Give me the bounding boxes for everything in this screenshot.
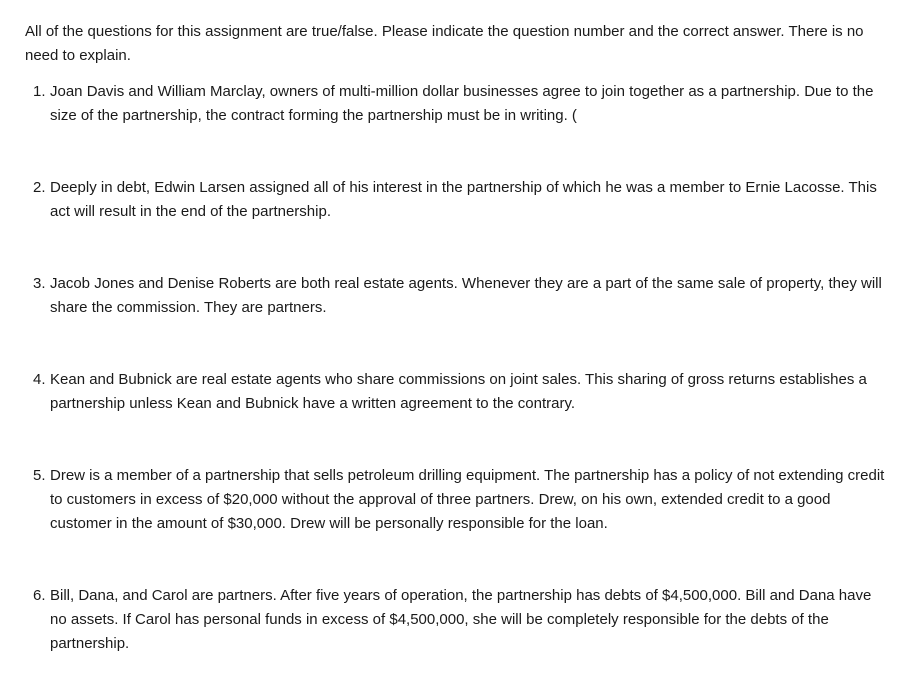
question-number: 2. [33,179,46,196]
assignment-instructions: All of the questions for this assignment are true/false. Please indicate the question number and the correct answer. There is no need to explain. [25,23,864,64]
question-text: Drew is a member of a partnership that sells petroleum drilling equipment. The partnership has a policy of not extending credit to customers in excess of $20,000 without the approval of three partners. Drew, on his own, extended credit to a good customer in the amount of $30,000. Drew will be personally responsible for the loan. [50,467,885,532]
question-number: 1. [33,83,46,100]
question-number: 4. [33,371,46,388]
question-text: Jacob Jones and Denise Roberts are both real estate agents. Whenever they are a part of the same sale of property, they will share the commission. They are partners. [50,275,882,316]
question-text: Joan Davis and William Marclay, owners of multi-million dollar businesses agree to join together as a partnership. Due to the size of the partnership, the contract forming the partnership must be in writing. ( [50,83,874,124]
question-number: 3. [33,275,46,292]
question-item-6 [25,584,890,656]
question-text: Kean and Bubnick are real estate agents who share commissions on joint sales. This sharing of gross returns establishes a partnership unless Kean and Bubnick have a written agreement to the contrary. [50,371,867,412]
question-list [25,80,893,656]
question-number: 5. [33,467,46,484]
question-text: Bill, Dana, and Carol are partners. After five years of operation, the partnership has debts of $4,500,000. Bill and Dana have no assets. If Carol has personal funds in excess of $4,500,000, she will be completely responsible for the debts of the partnership. [50,587,872,652]
question-text: Deeply in debt, Edwin Larsen assigned all of his interest in the partnership of which he was a member to Ernie Lacosse. This act will result in the end of the partnership. [50,179,877,220]
question-item-4 [25,368,890,416]
question-item-3 [25,272,890,320]
question-item-2 [25,176,890,224]
question-item-1 [25,80,890,128]
question-item-5 [25,464,890,536]
question-number: 6. [33,587,46,604]
